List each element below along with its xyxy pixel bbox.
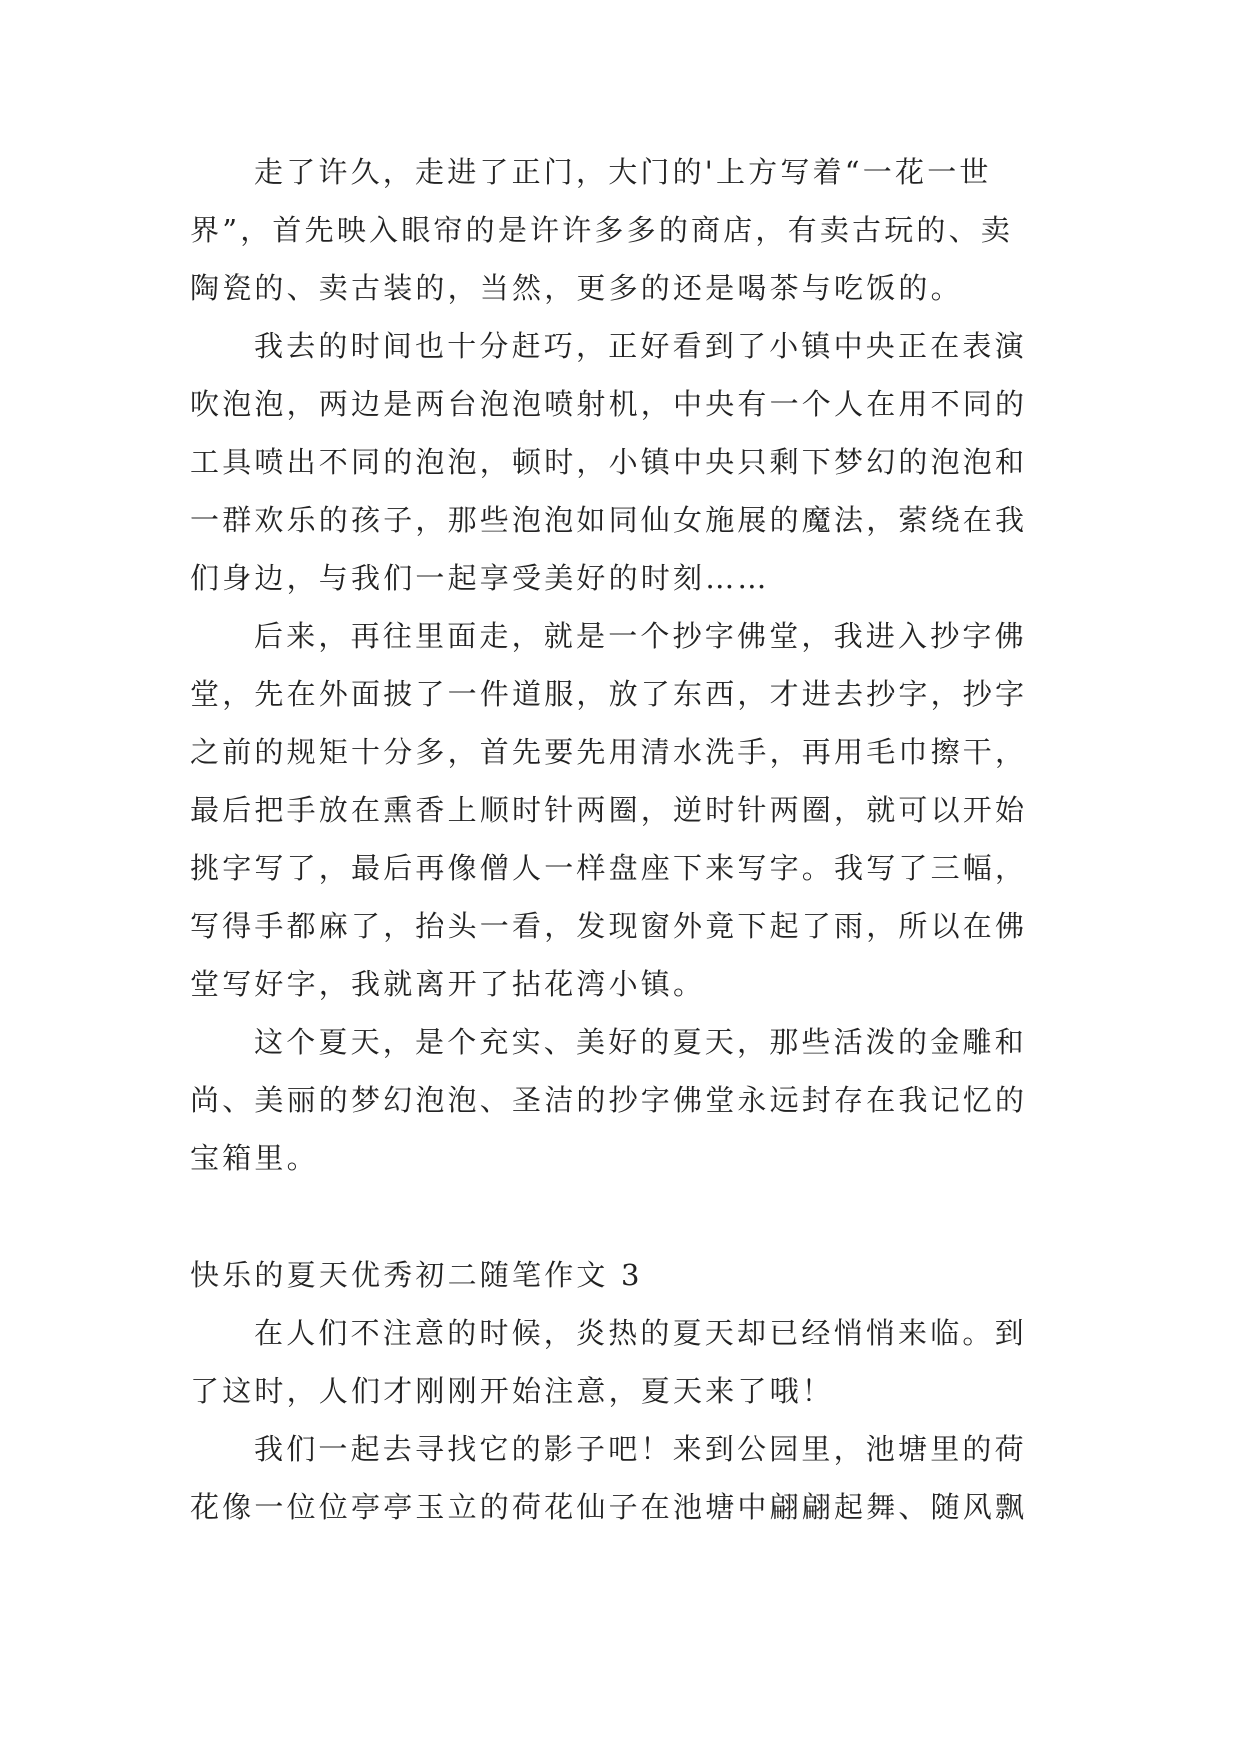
paragraph-line: 界”，首先映入眼帘的是许许多多的商店，有卖古玩的、卖 xyxy=(190,213,1014,247)
paragraph-line: 写得手都麻了，抬头一看，发现窗外竟下起了雨，所以在佛 xyxy=(190,909,1028,943)
paragraph-line: 们身边，与我们一起享受美好的时刻…… xyxy=(190,561,770,595)
paragraph-line: 吹泡泡，两边是两台泡泡喷射机，中央有一个人在用不同的 xyxy=(190,387,1028,421)
paragraph-line: 宝箱里。 xyxy=(190,1141,319,1175)
paragraph-line: 工具喷出不同的泡泡，顿时，小镇中央只剩下梦幻的泡泡和 xyxy=(190,445,1028,479)
paragraph-line: 最后把手放在熏香上顺时针两圈，逆时针两圈，就可以开始 xyxy=(190,793,1028,827)
paragraph-line: 我们一起去寻找它的影子吧！来到公园里，池塘里的荷 xyxy=(254,1432,1027,1466)
paragraph-line: 堂写好字，我就离开了拈花湾小镇。 xyxy=(190,967,706,1001)
paragraph-line: 了这时，人们才刚刚开始注意，夏天来了哦！ xyxy=(190,1374,835,1408)
paragraph-line: 挑字写了，最后再像僧人一样盘座下来写字。我写了三幅， xyxy=(190,851,1028,885)
paragraph-line: 尚、美丽的梦幻泡泡、圣洁的抄字佛堂永远封存在我记忆的 xyxy=(190,1083,1028,1117)
paragraph-line: 陶瓷的、卖古装的，当然，更多的还是喝茶与吃饭的。 xyxy=(190,271,963,305)
paragraph-line: 我去的时间也十分赶巧，正好看到了小镇中央正在表演 xyxy=(254,329,1027,363)
section-heading: 快乐的夏天优秀初二随笔作文 3 xyxy=(190,1258,643,1292)
paragraph-line: 之前的规矩十分多，首先要先用清水洗手，再用毛巾擦干， xyxy=(190,735,1028,769)
paragraph-line: 走了许久，走进了正门，大门的'上方写着“一花一世 xyxy=(254,155,992,189)
paragraph-line: 这个夏天，是个充实、美好的夏天，那些活泼的金雕和 xyxy=(254,1025,1027,1059)
paragraph-line: 一群欢乐的孩子，那些泡泡如同仙女施展的魔法，萦绕在我 xyxy=(190,503,1028,537)
paragraph-line: 花像一位位亭亭玉立的荷花仙子在池塘中翩翩起舞、随风飘 xyxy=(190,1490,1028,1524)
paragraph-line: 堂，先在外面披了一件道服，放了东西，才进去抄字，抄字 xyxy=(190,677,1028,711)
paragraph-line: 在人们不注意的时候，炎热的夏天却已经悄悄来临。到 xyxy=(254,1316,1027,1350)
paragraph-line: 后来，再往里面走，就是一个抄字佛堂，我进入抄字佛 xyxy=(254,619,1027,653)
